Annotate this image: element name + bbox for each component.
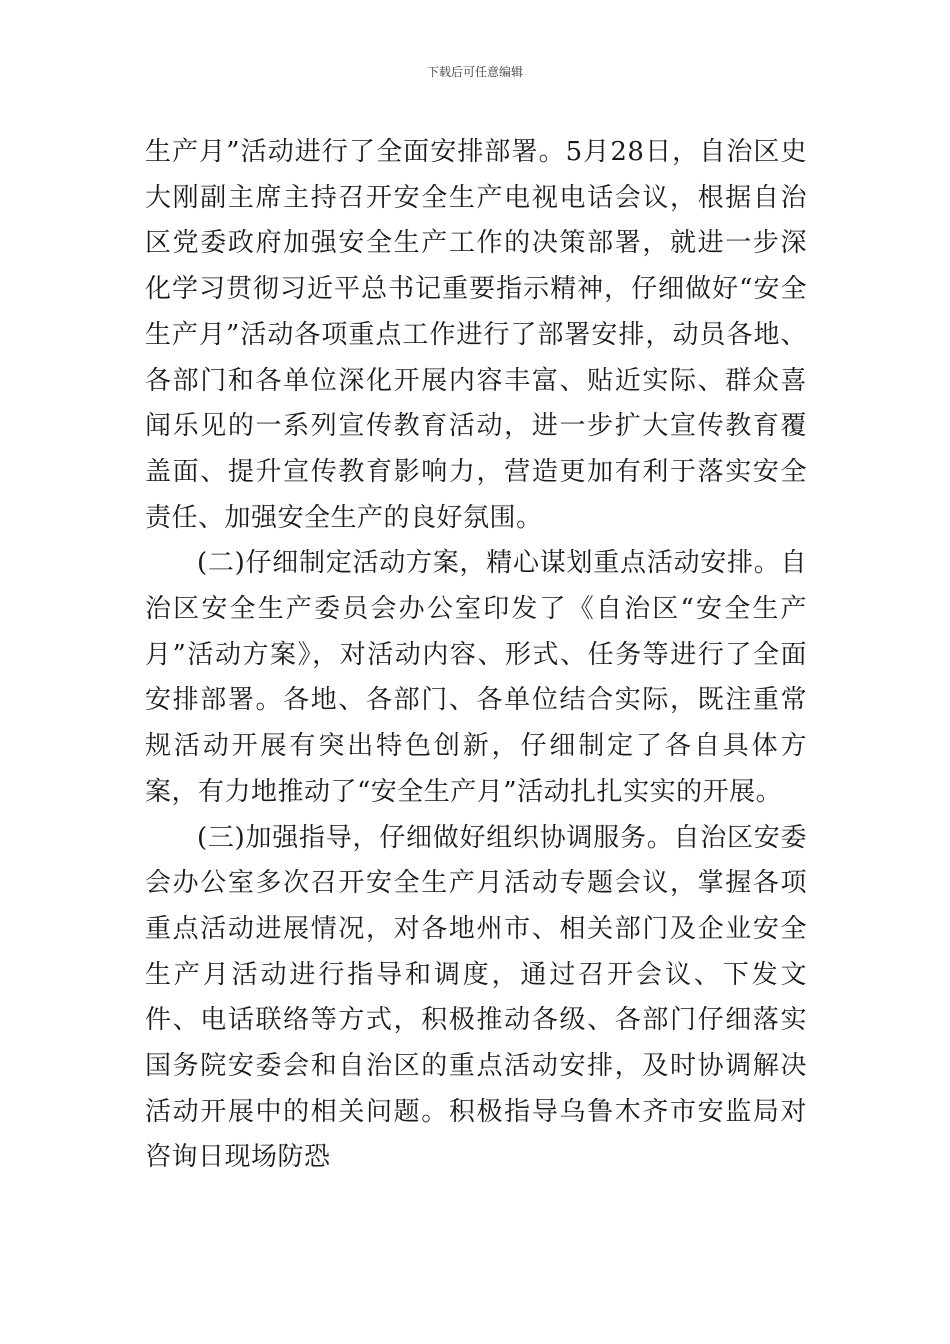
paragraph-1: 生产月”活动进行了全面安排部署。5月28日，自治区史大刚副主席主持召开安全生产电视电话会议，根据自治区党委政府加强安全生产工作的决策部署，就进一步深化学习贯彻习近平总书记重要指示精神，仔细做好“安全生产月”活动各项重点工作进行了部署安排，动员各地、各部门和各单位深化开展内容丰富、贴近实际、群众喜闻乐见的一系列宣传教育活动，进一步扩大宣传教育覆盖面、提升宣传教育影响力，营造更加有利于落实安全责任、加强安全生产的良好氛围。 xyxy=(145,137,807,533)
document-body xyxy=(145,130,807,1181)
paragraph-3: (三)加强指导，仔细做好组织协调服务。自治区安委会办公室多次召开安全生产月活动专题会议，掌握各项重点活动进展情况，对各地州市、相关部门及企业安全生产月活动进行指导和调度，通过召开会议、下发文件、电话联络等方式，积极推动各级、各部门仔细落实国务院安委会和自治区的重点活动安排，及时协调解决活动开展中的相关问题。积极指导乌鲁木齐市安监局对咨询日现场防恐 xyxy=(145,822,807,1173)
paragraph-2: (二)仔细制定活动方案，精心谋划重点活动安排。自治区安全生产委员会办公室印发了《自治区“安全生产月”活动方案》，对活动内容、形式、任务等进行了全面安排部署。各地、各部门、各单位结合实际，既注重常规活动开展有突出特色创新，仔细制定了各自具体方案，有力地推动了“安全生产月”活动扎扎实实的开展。 xyxy=(145,548,807,807)
page-header: 下载后可任意编辑 xyxy=(426,65,523,79)
